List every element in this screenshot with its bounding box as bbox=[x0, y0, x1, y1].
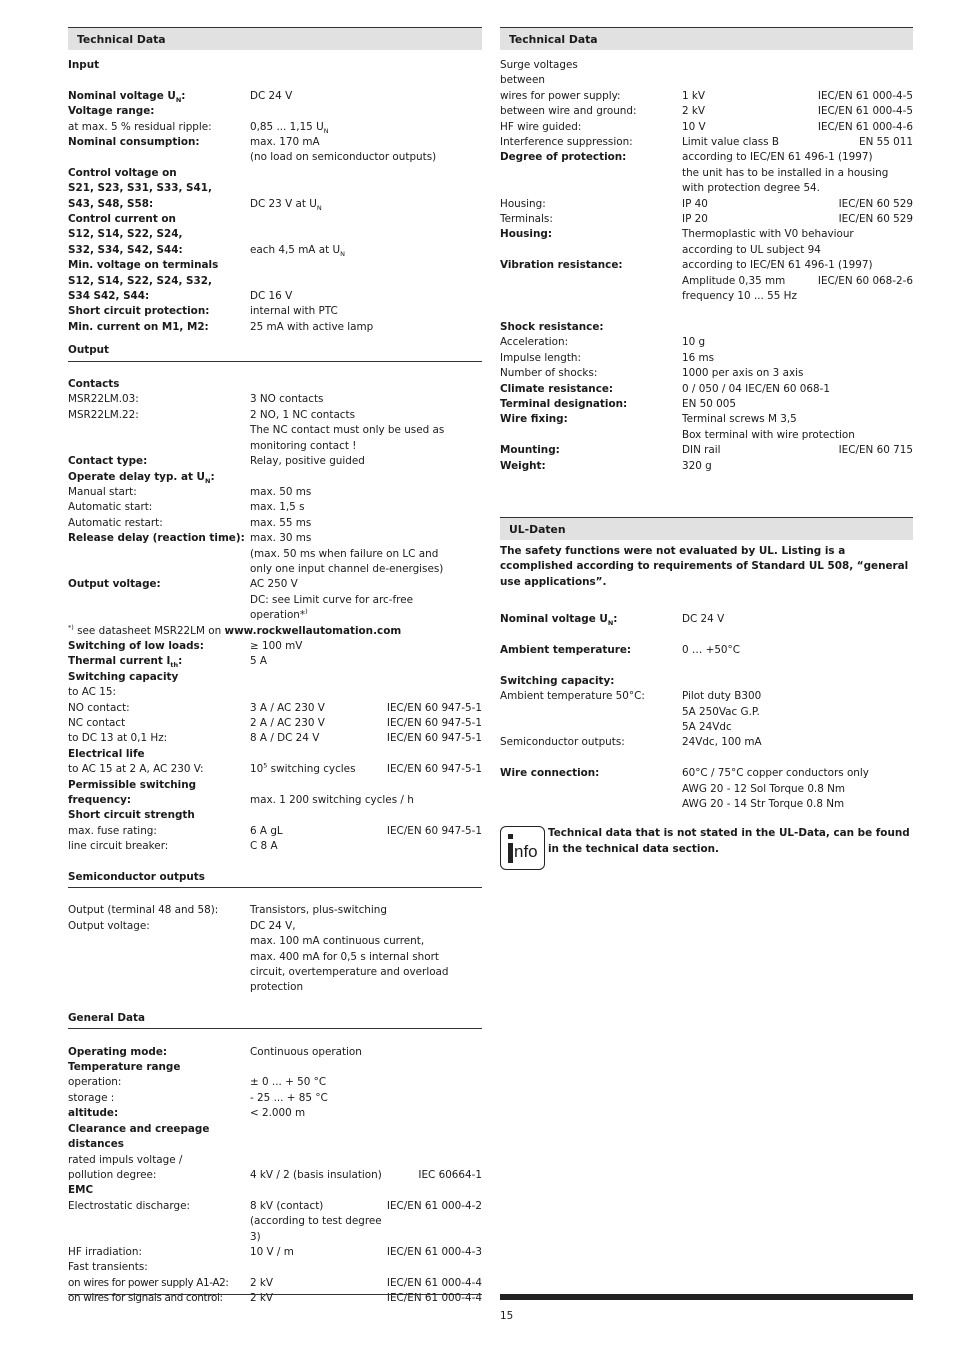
impulse-value: 16 ms bbox=[682, 351, 715, 364]
dc13-value: 8 A / DC 24 V bbox=[250, 732, 320, 745]
wire-fixing-row bbox=[500, 412, 913, 443]
consumption-row bbox=[68, 135, 482, 166]
breaker-value: C 8 A bbox=[250, 840, 278, 853]
ac15-life-label: to AC 15 at 2 A, AC 230 V: bbox=[68, 763, 204, 776]
dc13-standard: IEC/EN 60 947-5-1 bbox=[386, 732, 482, 745]
min-voltage-value: DC 16 V bbox=[250, 290, 293, 303]
contact-type-label: Contact type: bbox=[68, 455, 148, 468]
ac15-life-row bbox=[68, 762, 482, 777]
shocks-label: Number of shocks: bbox=[500, 367, 598, 380]
clearance-row bbox=[68, 1122, 482, 1153]
thermal-current-label: Thermal current $I_{th}$: bbox=[68, 655, 183, 670]
ul-nominal-voltage-label: Nominal voltage $U_N$: bbox=[500, 613, 618, 628]
ul-ambient-row bbox=[500, 643, 913, 658]
consumption-value: max. 170 mA (no load on semiconductor outputs) bbox=[250, 136, 437, 164]
release-delay-value: max. 30 ms (max. 50 ms when failure on LC and only one input channel de-energises) bbox=[250, 532, 444, 575]
short-circuit-value: internal with PTC bbox=[250, 305, 338, 318]
output-voltage-label: Output voltage: bbox=[68, 578, 161, 591]
fast-row bbox=[68, 1260, 482, 1275]
contacts-label: Contacts bbox=[68, 378, 120, 391]
footnote: *) see datasheet MSR22LM on www.rockwellautomation.com bbox=[68, 623, 402, 637]
climate-label: Climate resistance: bbox=[500, 382, 614, 395]
min-current-value: 25 mA with active lamp bbox=[250, 320, 374, 333]
ripple-label: at max. 5 % residual ripple: bbox=[68, 120, 212, 133]
ul-ambient50-value: Pilot duty B300 5A 250Vac G.P. 5A 24Vdc bbox=[682, 690, 762, 733]
low-loads-row bbox=[68, 639, 482, 654]
fuse-standard: IEC/EN 60 947-5-1 bbox=[386, 824, 482, 837]
control-voltage-row bbox=[68, 166, 482, 212]
storage-label: storage : bbox=[68, 1091, 115, 1104]
nc-contact-label: NC contact bbox=[68, 717, 126, 729]
fuse-label: max. fuse rating: bbox=[68, 824, 157, 837]
interference-row bbox=[500, 135, 913, 150]
consumption-label: Nominal consumption: bbox=[68, 136, 200, 148]
housing-ip-row bbox=[500, 197, 913, 212]
ac15-row bbox=[68, 685, 482, 700]
shock-row bbox=[500, 320, 913, 335]
semiconductor-title: Semiconductor outputs bbox=[68, 870, 205, 883]
manual-start-row bbox=[68, 485, 482, 500]
frequency-row bbox=[500, 289, 913, 304]
output-section bbox=[68, 343, 482, 854]
left-column bbox=[68, 27, 482, 1307]
hf-guided-standard: IEC/EN 61 000-4-6 bbox=[817, 120, 913, 133]
semiconductor-output-value: Transistors, plus-switching bbox=[250, 904, 387, 917]
fast-label: Fast transients: bbox=[68, 1261, 148, 1274]
ul-wire-value: 60°C / 75°C copper conductors only AWG 20 - 12 Sol Torque 0.8 Nm AWG 20 - 14 Str Torque 0.8 Nm bbox=[682, 767, 869, 810]
power-wires-row bbox=[500, 89, 913, 104]
terminals-value: IP 20 bbox=[682, 213, 708, 226]
shock-label: Shock resistance: bbox=[500, 320, 604, 333]
no-contact-value: 3 A / AC 230 V bbox=[250, 701, 325, 714]
mounting-label: Mounting: bbox=[500, 444, 560, 457]
weight-row bbox=[500, 459, 913, 474]
terminal-designation-row bbox=[500, 397, 913, 412]
msr22-value: 2 NO, 1 NC contacts The NC contact must only be used as monitoring contact ! bbox=[250, 408, 445, 452]
vibration-label: Vibration resistance: bbox=[500, 259, 623, 272]
mode-value: Continuous operation bbox=[250, 1045, 362, 1058]
housing-ip-label: Housing: bbox=[500, 197, 546, 210]
terminal-designation-value: EN 50 005 bbox=[682, 397, 736, 410]
operation-value: ± 0 ... + 50 °C bbox=[250, 1076, 327, 1089]
ac15-life-value: $10^5$ switching cycles bbox=[250, 761, 356, 776]
msr03-value: 3 NO contacts bbox=[250, 393, 324, 406]
supply-label: on wires for power supply A1-A2: bbox=[68, 1276, 229, 1289]
automatic-restart-row bbox=[68, 516, 482, 531]
electrical-life-label: Electrical life bbox=[68, 747, 145, 760]
altitude-row bbox=[68, 1106, 482, 1121]
short-circuit-label: Short circuit protection: bbox=[68, 305, 210, 318]
esd-label: Electrostatic discharge: bbox=[68, 1199, 191, 1212]
rated-standard: IEC 60664-1 bbox=[418, 1168, 482, 1181]
interference-standard: EN 55 011 bbox=[859, 136, 913, 149]
control-current-row bbox=[68, 212, 482, 258]
breaker-row bbox=[68, 839, 482, 854]
acceleration-value: 10 g bbox=[682, 336, 706, 349]
breaker-label: line circuit breaker: bbox=[68, 840, 169, 853]
section-header-ul-daten: UL-Daten bbox=[500, 517, 913, 540]
wire-ground-value: 2 kV bbox=[682, 105, 706, 118]
hf-row bbox=[68, 1245, 482, 1260]
ul-semiconductor-row bbox=[500, 735, 913, 750]
manual-start-value: max. 50 ms bbox=[250, 485, 312, 498]
ripple-value: 0,85 ... 1,15 $U_N$ bbox=[250, 120, 329, 135]
rated-label: rated impuls voltage / pollution degree: bbox=[68, 1153, 183, 1181]
signals-standard: IEC/EN 61 000-4-4 bbox=[386, 1292, 482, 1305]
hf-standard: IEC/EN 61 000-4-3 bbox=[386, 1245, 482, 1258]
amplitude-row bbox=[500, 274, 913, 289]
operation-label: operation: bbox=[68, 1076, 122, 1089]
nominal-voltage-label: Nominal voltage $U_N$: bbox=[68, 89, 186, 104]
protection-label: Degree of protection: bbox=[500, 151, 627, 164]
wire-ground-label: between wire and ground: bbox=[500, 105, 637, 118]
rockwell-link[interactable]: www.rockwellautomation.com bbox=[224, 624, 402, 637]
ripple-row bbox=[68, 120, 482, 135]
amplitude-standard: IEC/EN 60 068-2-6 bbox=[817, 274, 913, 287]
semiconductor-section bbox=[68, 870, 482, 996]
climate-value: 0 / 050 / 04 IEC/EN 60 068-1 bbox=[682, 382, 830, 395]
voltage-range-label: Voltage range: bbox=[68, 105, 155, 118]
ul-ambient50-label: Ambient temperature 50°C: bbox=[500, 690, 645, 703]
min-current-label: Min. current on M1, M2: bbox=[68, 320, 209, 333]
page-number: 15 bbox=[500, 1310, 514, 1322]
automatic-restart-label: Automatic restart: bbox=[68, 516, 163, 529]
shocks-row bbox=[500, 366, 913, 381]
protection-row bbox=[500, 150, 913, 196]
mounting-value: DIN rail bbox=[682, 444, 721, 457]
short-circuit-strength-label: Short circuit strength bbox=[68, 809, 195, 822]
wire-ground-standard: IEC/EN 61 000-4-5 bbox=[817, 105, 913, 118]
automatic-start-row bbox=[68, 500, 482, 515]
permissible-value: max. 1 200 switching cycles / h bbox=[250, 794, 414, 807]
hf-guided-row bbox=[500, 120, 913, 135]
msr03-row bbox=[68, 392, 482, 407]
msr22-label: MSR22LM.22: bbox=[68, 408, 139, 421]
hf-guided-label: HF wire guided: bbox=[500, 120, 582, 133]
semiconductor-voltage-row bbox=[68, 919, 482, 996]
power-wires-value: 1 kV bbox=[682, 89, 706, 102]
input-title: Input bbox=[68, 59, 100, 71]
ul-note: The safety functions were not evaluated by UL. Listing is a ccomplished according to requirements of Standard UL 508, “general use applications”. bbox=[500, 544, 909, 588]
dc13-label: to DC 13 at 0,1 Hz: bbox=[68, 732, 168, 745]
voltage-range-row bbox=[68, 104, 482, 119]
ul-wire-label: Wire connection: bbox=[500, 767, 600, 780]
dc13-row bbox=[68, 731, 482, 746]
housing-ip-standard: IEC/EN 60 529 bbox=[838, 197, 913, 210]
contact-type-value: Relay, positive guided bbox=[250, 455, 365, 468]
no-contact-standard: IEC/EN 60 947-5-1 bbox=[386, 701, 482, 714]
rated-value: 4 kV / 2 (basis insulation) bbox=[250, 1168, 382, 1181]
control-current-label: Control current on S12, S14, S22, S24, S32, S34, S42, S44: bbox=[68, 213, 183, 256]
supply-standard: IEC/EN 61 000-4-4 bbox=[386, 1276, 482, 1289]
ul-switching-row bbox=[500, 674, 913, 689]
nc-contact-row bbox=[68, 716, 482, 731]
electrical-life-row bbox=[68, 747, 482, 762]
weight-label: Weight: bbox=[500, 459, 546, 472]
no-contact-row bbox=[68, 701, 482, 716]
low-loads-value: ≥ 100 mV bbox=[250, 639, 303, 652]
vibration-row bbox=[500, 258, 913, 273]
msr22-row bbox=[68, 408, 482, 454]
automatic-start-value: max. 1,5 s bbox=[250, 501, 305, 514]
contacts-row bbox=[68, 377, 482, 392]
semiconductor-voltage-label: Output voltage: bbox=[68, 919, 150, 932]
shocks-value: 1000 per axis on 3 axis bbox=[682, 367, 804, 380]
operate-delay-row bbox=[68, 470, 482, 485]
ul-switching-label: Switching capacity: bbox=[500, 674, 615, 687]
vibration-value: according to IEC/EN 61 496-1 (1997) bbox=[682, 259, 873, 272]
nc-contact-value: 2 A / AC 230 V bbox=[250, 717, 325, 729]
input-section bbox=[68, 58, 482, 335]
min-voltage-label: Min. voltage on terminals S12, S14, S22, S24, S32, S34 S42, S44: bbox=[68, 259, 219, 303]
wire-ground-row bbox=[500, 104, 913, 119]
info-icon: nfo bbox=[500, 826, 545, 870]
rated-row bbox=[68, 1153, 482, 1184]
mode-label: Operating mode: bbox=[68, 1045, 168, 1058]
housing-row bbox=[500, 227, 913, 258]
ul-semiconductor-label: Semiconductor outputs: bbox=[500, 736, 625, 749]
output-voltage-value: AC 250 V DC: see Limit curve for arc-free operation*) bbox=[250, 578, 413, 622]
ul-wire-row bbox=[500, 766, 913, 812]
right-column bbox=[500, 27, 913, 870]
min-current-row bbox=[68, 320, 482, 335]
interference-value: Limit value class B bbox=[682, 136, 779, 149]
surge-label: Surge voltages between bbox=[500, 59, 578, 87]
general-section bbox=[68, 1011, 482, 1307]
semiconductor-output-row bbox=[68, 903, 482, 918]
semiconductor-output-label: Output (terminal 48 and 58): bbox=[68, 904, 219, 917]
signals-label: on wires for signals and control: bbox=[68, 1292, 223, 1305]
temp-row bbox=[68, 1060, 482, 1075]
emc-row bbox=[68, 1183, 482, 1198]
short-circuit-strength-row bbox=[68, 808, 482, 823]
altitude-value: < 2.000 m bbox=[250, 1107, 306, 1120]
wire-fixing-label: Wire fixing: bbox=[500, 413, 568, 426]
supply-value: 2 kV bbox=[250, 1276, 274, 1289]
terminals-standard: IEC/EN 60 529 bbox=[838, 213, 913, 226]
storage-value: - 25 ... + 85 °C bbox=[250, 1091, 328, 1104]
altitude-label: altitude: bbox=[68, 1107, 119, 1120]
terminals-row bbox=[500, 212, 913, 227]
permissible-row bbox=[68, 778, 482, 809]
permissible-label: Permissible switching frequency: bbox=[68, 778, 197, 807]
housing-label: Housing: bbox=[500, 228, 552, 241]
control-voltage-label: Control voltage on S21, S23, S31, S33, S41, S43, S48, S58: bbox=[68, 166, 212, 210]
housing-ip-value: IP 40 bbox=[682, 197, 708, 210]
esd-value: 8 kV (contact) (according to test degree 3) bbox=[250, 1199, 382, 1243]
control-current-value: each 4,5 mA at $U_N$ bbox=[250, 243, 345, 258]
section-header-technical-data-right: Technical Data bbox=[500, 27, 913, 50]
control-voltage-value: DC 23 V at $U_N$ bbox=[250, 197, 322, 212]
thermal-current-row bbox=[68, 654, 482, 669]
hf-label: HF irradiation: bbox=[68, 1245, 142, 1258]
info-text: Technical data that is not stated in the UL-Data, can be found in the technical data section. bbox=[548, 827, 910, 855]
footnote-row bbox=[68, 624, 482, 639]
left-bottom-rule bbox=[68, 1294, 482, 1295]
output-voltage-row bbox=[68, 577, 482, 623]
low-loads-label: Switching of low loads: bbox=[68, 639, 204, 652]
interference-label: Interference suppression: bbox=[500, 136, 633, 149]
climate-row bbox=[500, 382, 913, 397]
signals-value: 2 kV bbox=[250, 1292, 274, 1305]
msr03-label: MSR22LM.03: bbox=[68, 393, 139, 406]
release-delay-label: Release delay (reaction time): bbox=[68, 532, 245, 545]
impulse-label: Impulse length: bbox=[500, 351, 581, 364]
fuse-value: 6 A gL bbox=[250, 824, 283, 837]
esd-standard: IEC/EN 61 000-4-2 bbox=[386, 1199, 482, 1212]
operate-delay-label: Operate delay typ. at $U_N$: bbox=[68, 470, 215, 485]
ul-nominal-voltage-value: DC 24 V bbox=[682, 613, 725, 626]
info-box bbox=[500, 826, 913, 870]
impulse-row bbox=[500, 351, 913, 366]
min-voltage-row bbox=[68, 258, 482, 304]
clearance-label: Clearance and creepage distances bbox=[68, 1122, 210, 1151]
nominal-voltage-row bbox=[68, 89, 482, 104]
general-title: General Data bbox=[68, 1011, 145, 1024]
right-bottom-bar bbox=[500, 1294, 913, 1300]
storage-row bbox=[68, 1091, 482, 1106]
operation-row bbox=[68, 1075, 482, 1090]
manual-start-label: Manual start: bbox=[68, 485, 137, 498]
section-header-technical-data: Technical Data bbox=[68, 27, 482, 50]
release-delay-row bbox=[68, 531, 482, 577]
thermal-current-value: 5 A bbox=[250, 655, 268, 668]
switching-capacity-label: Switching capacity bbox=[68, 670, 179, 683]
acceleration-row bbox=[500, 335, 913, 350]
power-wires-label: wires for power supply: bbox=[500, 89, 621, 102]
terminals-label: Terminals: bbox=[500, 213, 553, 226]
ul-semiconductor-value: 24Vdc, 100 mA bbox=[682, 736, 762, 749]
ul-ambient-label: Ambient temperature: bbox=[500, 643, 632, 656]
no-contact-label: NO contact: bbox=[68, 701, 130, 714]
output-title: Output bbox=[68, 344, 109, 357]
nc-contact-standard: IEC/EN 60 947-5-1 bbox=[386, 717, 482, 729]
protection-value: according to IEC/EN 61 496-1 (1997) the unit has to be installed in a housing with protection degree 54. bbox=[682, 151, 889, 195]
ac15-label: to AC 15: bbox=[68, 686, 116, 699]
ul-nominal-voltage-row bbox=[500, 612, 913, 627]
surge-row bbox=[500, 58, 913, 89]
emc-label: EMC bbox=[68, 1184, 94, 1197]
hf-value: 10 V / m bbox=[250, 1245, 294, 1258]
housing-value: Thermoplastic with V0 behaviour according to UL subject 94 bbox=[682, 228, 854, 256]
contact-type-row bbox=[68, 454, 482, 469]
ul-ambient50-row bbox=[500, 689, 913, 735]
mounting-standard: IEC/EN 60 715 bbox=[838, 444, 913, 457]
switching-capacity-row bbox=[68, 670, 482, 685]
temp-label: Temperature range bbox=[68, 1061, 181, 1074]
wire-fixing-value: Terminal screws M 3,5 Box terminal with wire protection bbox=[682, 413, 855, 441]
frequency-value: frequency 10 ... 55 Hz bbox=[682, 290, 797, 303]
ac15-life-standard: IEC/EN 60 947-5-1 bbox=[386, 763, 482, 776]
mode-row bbox=[68, 1045, 482, 1060]
automatic-restart-value: max. 55 ms bbox=[250, 516, 312, 529]
nominal-voltage-value: DC 24 V bbox=[250, 89, 293, 102]
supply-row bbox=[68, 1276, 482, 1291]
mounting-row bbox=[500, 443, 913, 458]
weight-value: 320 g bbox=[682, 459, 712, 472]
fuse-row bbox=[68, 824, 482, 839]
acceleration-label: Acceleration: bbox=[500, 336, 569, 349]
power-wires-standard: IEC/EN 61 000-4-5 bbox=[817, 89, 913, 102]
esd-row bbox=[68, 1199, 482, 1245]
ul-ambient-value: 0 … +50°C bbox=[682, 643, 740, 656]
hf-guided-value: 10 V bbox=[682, 120, 706, 133]
automatic-start-label: Automatic start: bbox=[68, 501, 153, 514]
terminal-designation-label: Terminal designation: bbox=[500, 397, 628, 410]
short-circuit-row bbox=[68, 304, 482, 319]
semiconductor-voltage-value: DC 24 V, max. 100 mA continuous current, max. 400 mA for 0,5 s internal short circuit, overtemperature and overload protection bbox=[250, 919, 449, 994]
amplitude-value: Amplitude 0,35 mm bbox=[682, 274, 786, 287]
